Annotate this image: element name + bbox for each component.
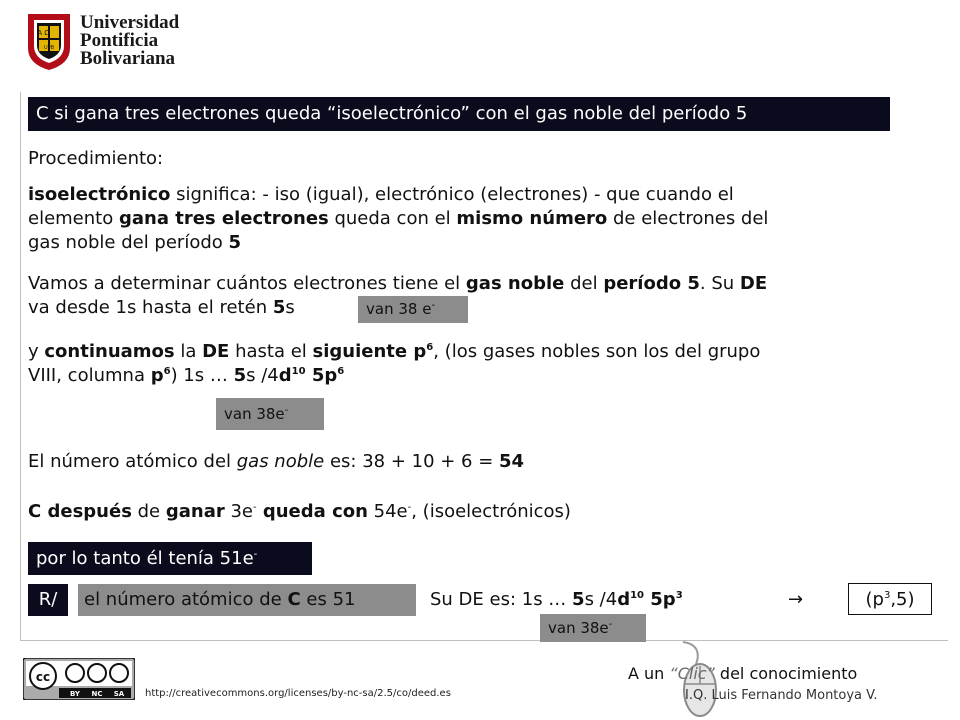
atomic-number-answer-box: el número atómico de C es 51 <box>78 584 416 616</box>
university-line-1: Universidad <box>80 12 180 33</box>
right-arrow-icon: → <box>788 589 804 610</box>
author-name: I.Q. Luis Fernando Montoya V. <box>685 688 878 703</box>
procedimiento-label: Procedimiento: <box>28 148 164 169</box>
callout-van-38-2: van 38e- <box>216 398 324 430</box>
atomic-number-sum: El número atómico del gas noble es: 38 + 10 + 6 = 54 <box>28 451 525 472</box>
answer-label: R/ <box>28 584 68 616</box>
period-group-result-box: $(p^3,5)$ <box>848 583 932 615</box>
by-badge-text: BY <box>69 690 81 698</box>
university-line-2: Pontificia <box>80 30 159 51</box>
continue-paragraph: y continuamos la DE hasta el siguiente $p^6$, (los gases nobles son los del grupo VIII, columna $p^6$) 1s … 5s $/4d^{10}$ $5p^6$ <box>28 341 761 386</box>
electron-distribution-answer: Su DE es: 1s … 5s $/4d^{10}$ $5p^3$ <box>430 589 683 610</box>
shield-upb: UPB <box>43 45 55 51</box>
university-shield-icon <box>26 12 72 72</box>
conclusion-box: por lo tanto él tenía 51e- <box>28 542 312 575</box>
determine-paragraph: Vamos a determinar cuántos electrones tiene el gas noble del período 5. Su DE va desde 1s hasta el retén 5s <box>28 273 768 318</box>
callout-van-38-1: van 38 e- <box>358 296 468 323</box>
shield-alpha-omega: Α Ω <box>37 29 50 37</box>
university-name <box>80 14 179 68</box>
university-line-3: Bolivariana <box>80 48 176 69</box>
tagline: A un “Clic” del conocimiento <box>628 664 858 683</box>
definition-paragraph: isoelectrónico significa: - iso (igual), electrónico (electrones) - que cuando el elemento gana tres electrones queda con el mismo número de electrones del gas noble del período 5 <box>28 184 769 253</box>
sa-badge-text: SA <box>113 690 125 698</box>
term-isoelectronico: isoelectrónico <box>28 184 171 205</box>
frame-bottom-line <box>20 640 948 641</box>
creative-commons-badge-icon <box>23 658 135 700</box>
callout-van-38-3: van 38e- <box>540 614 646 642</box>
cc-badge-text: cc <box>35 670 51 684</box>
slide-title: C si gana tres electrones queda “isoelectrónico” con el gas noble del período 5 <box>28 97 890 131</box>
license-url: http://creativecommons.org/licenses/by-nc-sa/2.5/co/deed.es <box>145 688 451 699</box>
nc-badge-text: NC <box>91 690 103 698</box>
frame-left-line <box>20 92 21 640</box>
after-gain-sentence: C después de ganar 3e- queda con 54e-, (isoelectrónicos) <box>28 501 571 522</box>
